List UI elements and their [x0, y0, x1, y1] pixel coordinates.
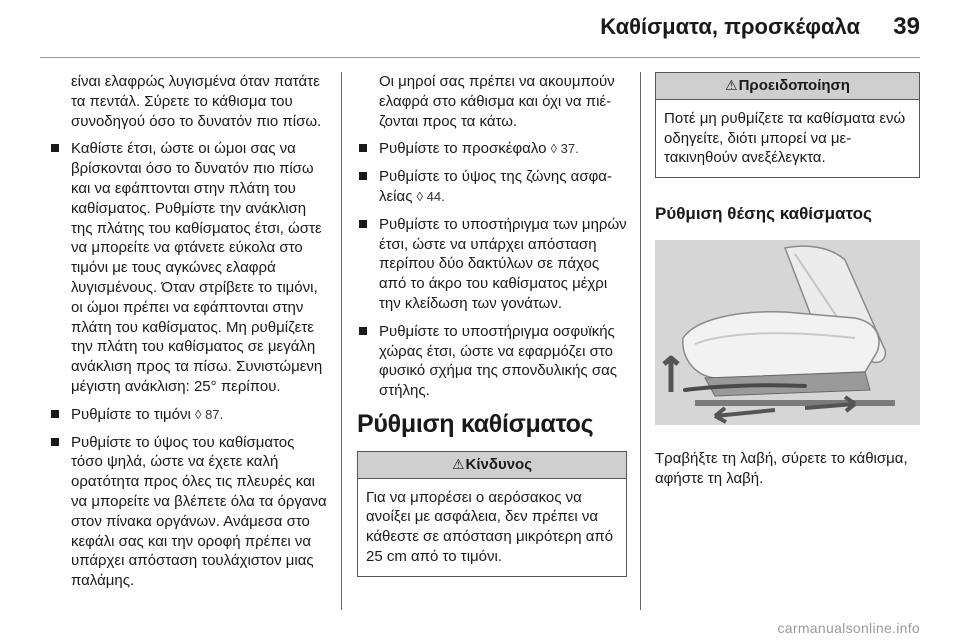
watermark-text: carmanualsonline.info [777, 620, 920, 636]
warning-box [655, 72, 920, 178]
column-middle [357, 72, 627, 577]
list-item-text: Ρυθμίστε το τιμόνι [71, 405, 196, 423]
bullet-square-icon [359, 327, 367, 335]
intro-paragraph: Οι μηροί σας πρέπει να ακουμπούν ελαφρά στο κάθισμα και όχι να πιέζονται προς τα κάτω. [379, 73, 615, 130]
figure-caption: Τραβήξτε τη λαβή, σύρετε το κάθισμα, αφήστε τη λαβή. [655, 449, 908, 487]
intro-paragraph: είναι ελαφρώς λυγισμένα όταν πατάτε τα πεντάλ. Σύρετε το κάθισμα του συνοδηγού όσο το δυνατόν πιο πίσω. [71, 73, 322, 130]
list-item-text: Ρυθμίστε το ύψος του καθίσματος τόσο ψηλά, ώστε να έχετε καλή ορατότητα προς όλες τις πλευρές και να μπορείτε να βλέπετε όλα τα όργανα στον πίνακα οργάνων. Ανάμεσα στο κεφάλι σας και την οροφή πρέπει να υπάρχει απόσταση τουλάχιστον μιας παλάμης. [71, 433, 327, 590]
seat-lever-illustration-icon [655, 240, 920, 425]
page-reference-link[interactable]: ◊ 87. [195, 406, 224, 422]
column-divider [640, 72, 641, 610]
instruction-list [357, 139, 627, 401]
warning-box-title: Προειδοποίηση [738, 77, 850, 94]
danger-box-header [358, 452, 626, 479]
warning-box-body: Ποτέ μη ρυθμίζετε τα καθίσματα ενώ οδηγείτε, διότι μπορεί να μετακινηθούν ανεξέλεγκτα. [664, 109, 906, 167]
bullet-square-icon [51, 410, 59, 418]
list-item-text: Καθίστε έτσι, ώστε οι ώμοι σας να βρίσκονται όσο το δυνατόν πιο πίσω και να εφάπτονται στην πλάτη του καθίσματος. Ρυθμίστε την ανάκλιση της πλάτης του καθίσματος έτσι, ώστε να μπορείτε να φτάνετε εύκολα στο τιμόνι με τους αγκώνες ελαφρά λυγισμένους. Όταν στρίβετε το τιμόνι, οι ώμοι πρέπει να εφάπτονται στην πλάτη του καθίσματος. Μη ρυθμίζετε την πλάτη του καθίσματος σε μεγάλη ανάκλιση προς τα πίσω. Συνιστώμενη μέγιστη ανάκλιση: 25° περίπου. [71, 140, 323, 395]
section-heading: Ρύθμιση καθίσματος [357, 409, 594, 438]
danger-box-body: Για να μπορέσει ο αερόσακος να ανοίξει με ασφάλεια, δεν πρέπει να κάθεστε σε απόσταση μικρότερη από 25 cm από το τιμόνι. [366, 488, 614, 565]
list-item-text: Ρυθμίστε το ύψος της ζώνης ασφαλείας [379, 168, 612, 205]
bullet-square-icon [359, 220, 367, 228]
header-rule [40, 57, 920, 58]
bullet-square-icon [359, 172, 367, 180]
warning-triangle-icon: ⚠ [725, 77, 738, 93]
danger-box-title: Κίνδυνος [465, 455, 533, 473]
list-item [49, 433, 327, 591]
list-item-text: Ρυθμίστε το προσκέφαλο [379, 140, 551, 158]
list-item [357, 167, 627, 207]
seat-adjustment-illustration [655, 240, 920, 425]
bullet-square-icon [51, 438, 59, 446]
subsection-heading: Ρύθμιση θέσης καθίσματος [655, 204, 872, 224]
page-number: 39 [893, 13, 920, 40]
column-right [655, 72, 920, 489]
list-item [357, 215, 627, 314]
bullet-square-icon [359, 144, 367, 152]
column-left [49, 72, 327, 599]
warning-triangle-icon: ⚠ [451, 455, 465, 472]
page-reference-link[interactable]: ◊ 37. [550, 141, 579, 157]
danger-box [357, 451, 627, 577]
list-item-text: Ρυθμίστε το υποστήριγμα οσφυϊκής χώρας έτσι, ώστε να εφαρμόζει στο φυσικό σχήμα της σπονδυλικής σας στήλης. [379, 322, 617, 400]
page-header [0, 0, 960, 58]
list-item [49, 139, 327, 396]
list-item [357, 139, 627, 159]
warning-box-header [656, 73, 919, 100]
instruction-list [49, 139, 327, 591]
list-item [357, 322, 627, 401]
column-divider [341, 72, 342, 610]
list-item [49, 405, 327, 425]
list-item-text: Ρυθμίστε το υποστήριγμα των μηρών έτσι, ώστε να υπάρχει απόσταση περίπου δύο δακτύλων σε πάχος από το άκρο του καθίσματος μέχρι την κλείδωση των γονάτων. [379, 215, 627, 312]
page-reference-link[interactable]: ◊ 44. [416, 188, 445, 204]
page-title: Καθίσματα, προσκέφαλα [600, 14, 860, 39]
bullet-square-icon [51, 144, 59, 152]
